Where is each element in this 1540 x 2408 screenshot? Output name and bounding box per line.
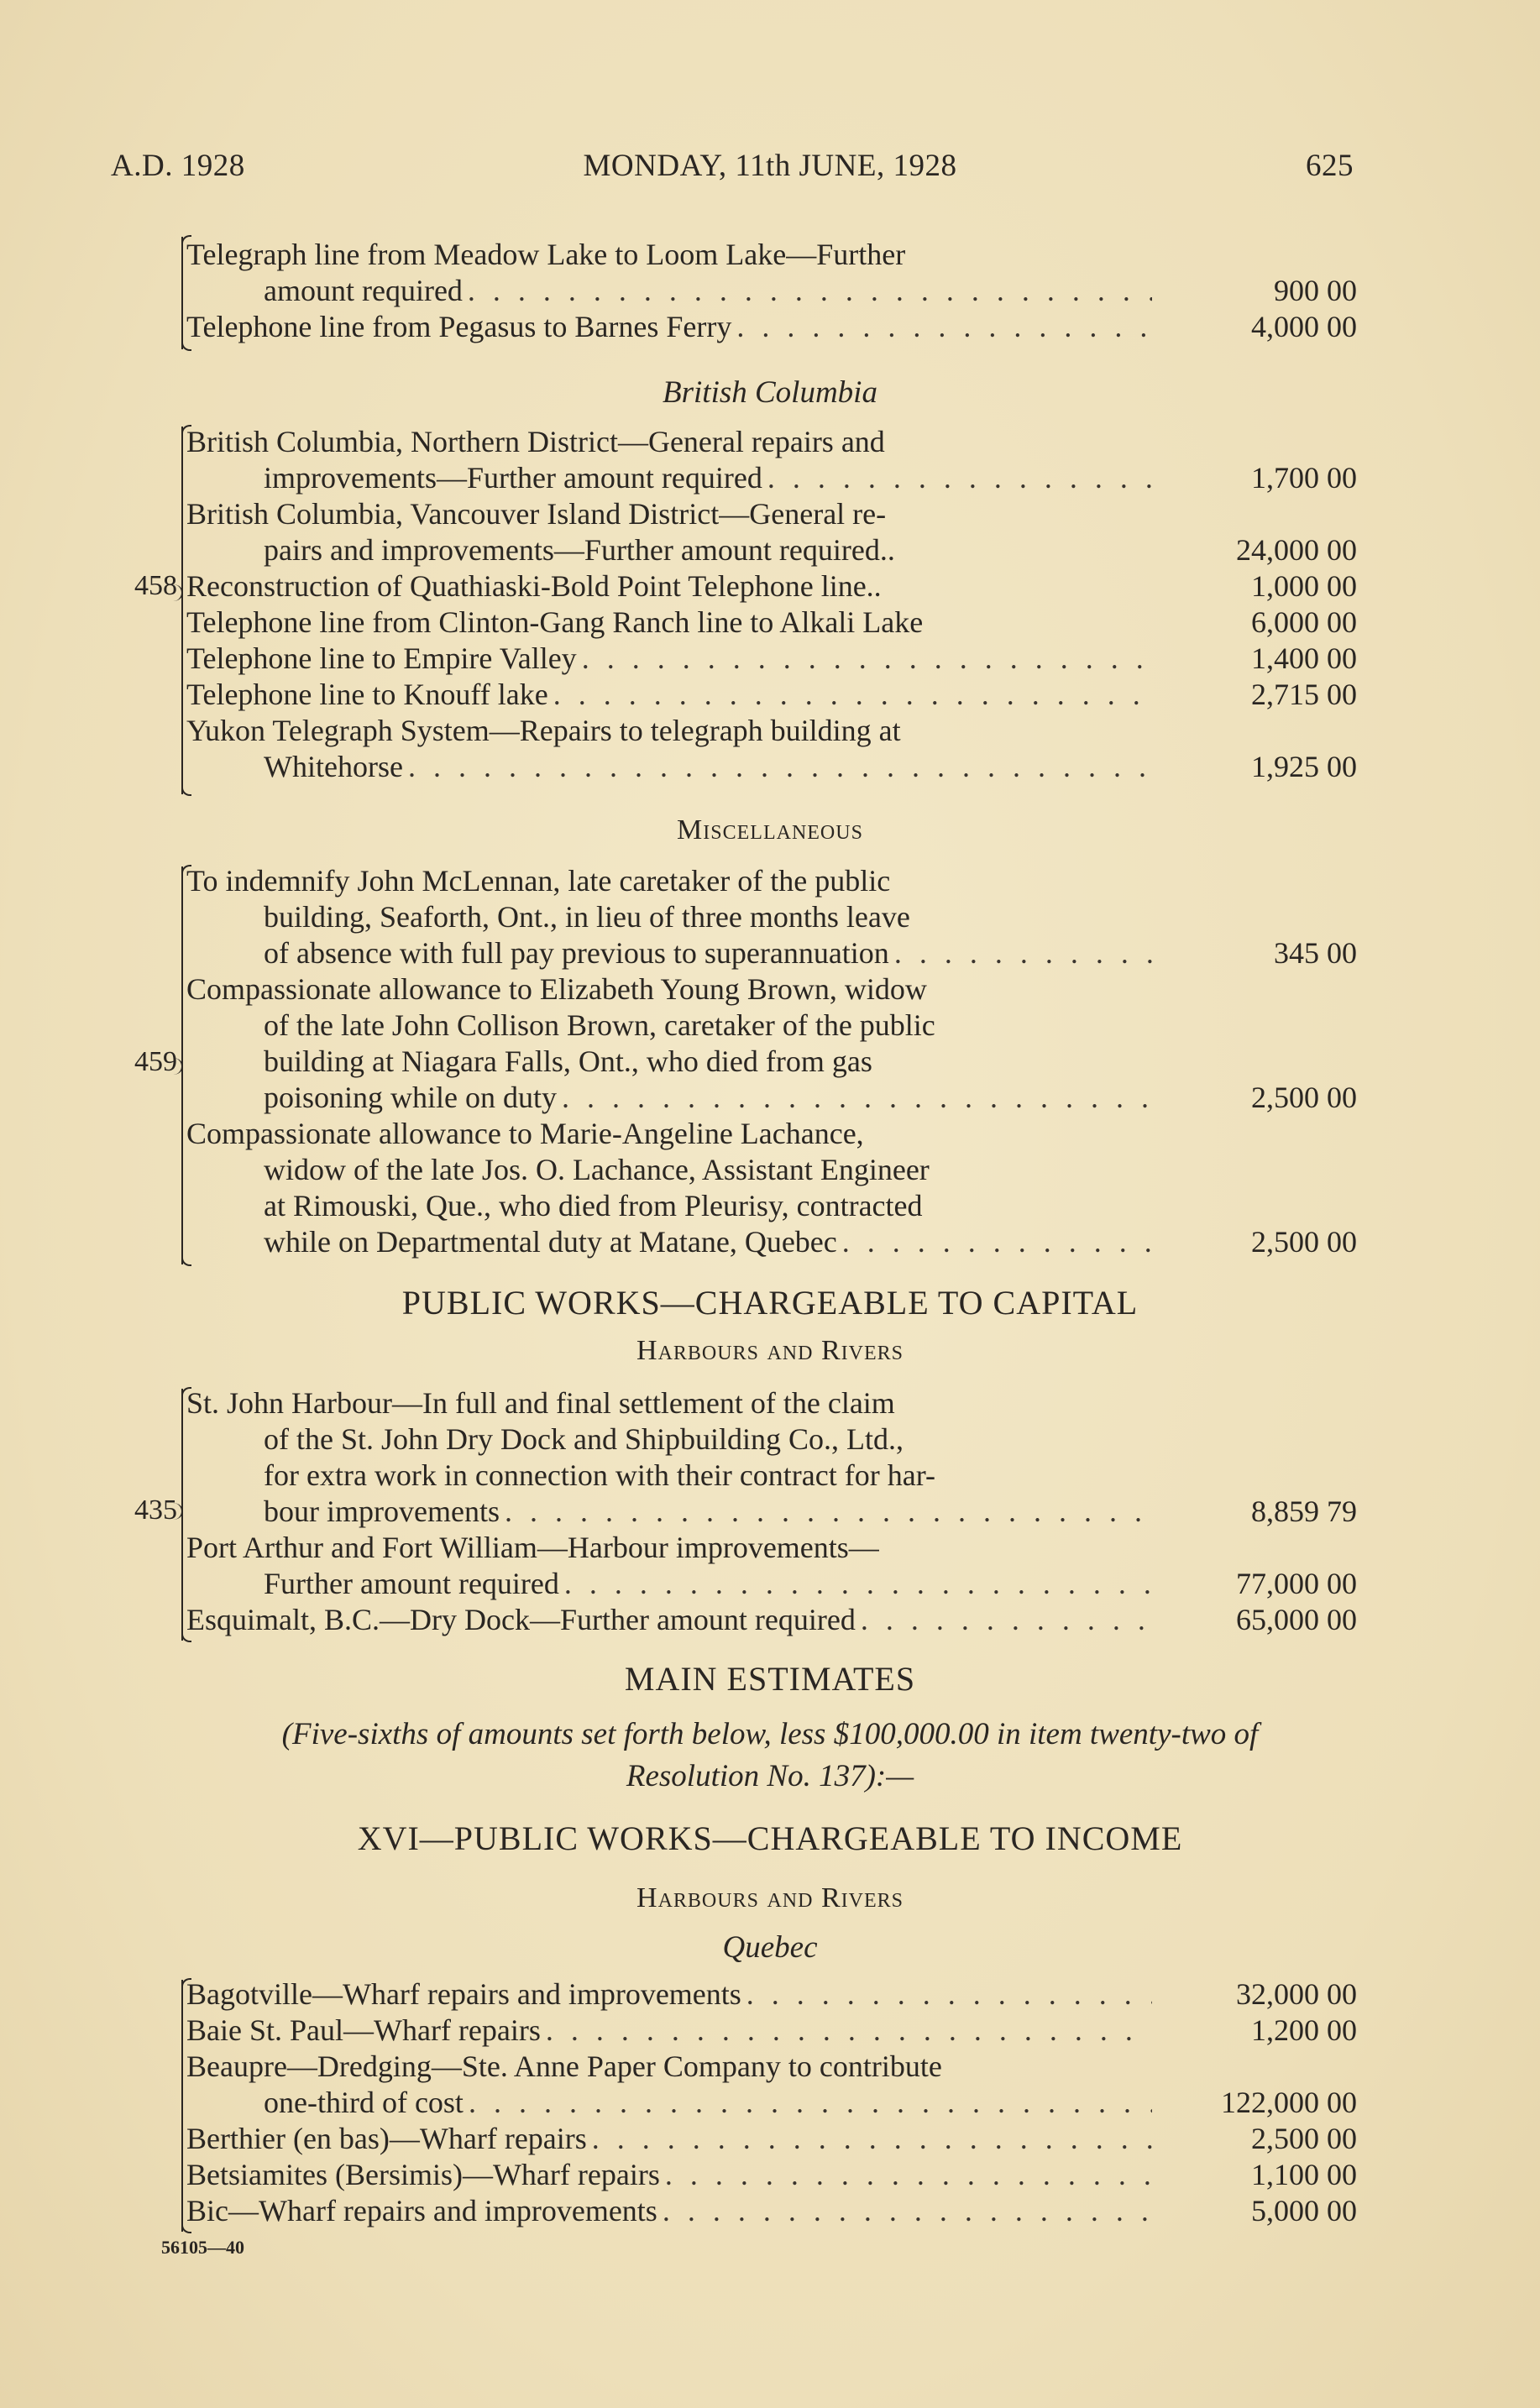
brace-top-group [181, 237, 183, 349]
list-item: Telephone line from Pegasus to Barnes Ferry . . . [186, 309, 1152, 345]
amount: 1,100 00 [1251, 2158, 1357, 2191]
header-year: A.D. 1928 [111, 149, 245, 183]
amount: 1,000 00 [1251, 569, 1357, 603]
amount: 8,859 79 [1251, 1495, 1357, 1528]
list-item: Reconstruction of Quathiaski-Bold Point Telephone line.. [186, 569, 882, 603]
amount: 77,000 00 [1236, 1567, 1357, 1600]
item-number: 459 [134, 1046, 177, 1077]
list-item: British Columbia, Vancouver Island District—General re- pairs and improvements—Further amount required.. [186, 497, 895, 567]
section-heading: Miscellaneous [677, 814, 863, 845]
list-item: Compassionate allowance to Marie-Angeline Lachance, widow of the late Jos. O. Lachance, Assistant Engineer at Rimouski, Que., who died from Pleurisy, contracted while on Departmental duty at Matane, Quebec . . . [186, 1116, 1152, 1260]
section-heading: British Columbia [663, 375, 877, 410]
brace-458 [181, 427, 183, 794]
list-item: Yukon Telegraph System—Repairs to telegraph building at Whitehorse . . . [186, 713, 1152, 785]
amount: 1,400 00 [1251, 641, 1357, 675]
main-estimates-note: Resolution No. 137):— [626, 1759, 914, 1793]
list-item: Bic—Wharf repairs and improvements . . . [186, 2193, 1152, 2229]
section-heading: Harbours and Rivers [636, 1335, 904, 1366]
list-item: Telephone line to Empire Valley . . . [186, 641, 1152, 677]
section-heading: Harbours and Rivers [636, 1882, 904, 1913]
amount: 4,000 00 [1251, 310, 1357, 343]
amount: 2,500 00 [1251, 2122, 1357, 2155]
amount: 1,200 00 [1251, 2013, 1357, 2047]
list-item: To indemnify John McLennan, late caretaker of the public building, Seaforth, Ont., in lieu of three months leave of absence with full pay previous to superannuation . . . [186, 863, 1152, 971]
header-page-number: 625 [1306, 149, 1354, 183]
section-title: MAIN ESTIMATES [624, 1660, 916, 1698]
item-number: 458 [134, 570, 177, 601]
item-number: 435 [134, 1495, 177, 1526]
list-item: Baie St. Paul—Wharf repairs . . . [186, 2013, 1152, 2049]
list-item: Port Arthur and Fort William—Harbour improvements— Further amount required . . . [186, 1530, 1152, 1602]
amount: 345 00 [1274, 936, 1357, 970]
list-item: British Columbia, Northern District—General repairs and improvements—Further amount required . . . [186, 424, 1152, 496]
section-title: XVI—PUBLIC WORKS—CHARGEABLE TO INCOME [357, 1819, 1183, 1857]
list-item: Bagotville—Wharf repairs and improvements . . . [186, 1976, 1152, 2013]
amount: 2,715 00 [1251, 678, 1357, 711]
amount: 24,000 00 [1236, 533, 1357, 567]
list-item: Berthier (en bas)—Wharf repairs . . . [186, 2121, 1152, 2157]
list-item: St. John Harbour—In full and final settlement of the claim of the St. John Dry Dock and Shipbuilding Co., Ltd., for extra work in connection with their contract for har- bour improvements . . . [186, 1385, 1152, 1530]
list-item: Telephone line to Knouff lake . . . [186, 677, 1152, 713]
amount: 122,000 00 [1221, 2086, 1357, 2119]
amount: 900 00 [1274, 274, 1357, 307]
list-item: Telephone line from Clinton-Gang Ranch line to Alkali Lake [186, 605, 924, 639]
section-title: PUBLIC WORKS—CHARGEABLE TO CAPITAL [401, 1284, 1139, 1322]
main-estimates-note: (Five-sixths of amounts set forth below, less $100,000.00 in item twenty-two of [281, 1717, 1259, 1751]
section-heading: Quebec [722, 1930, 818, 1965]
list-item: Beaupre—Dredging—Ste. Anne Paper Company to contribute one-third of cost . . . [186, 2049, 1152, 2121]
list-item: Betsiamites (Bersimis)—Wharf repairs . . . [186, 2157, 1152, 2193]
amount: 65,000 00 [1236, 1603, 1357, 1636]
amount: 1,700 00 [1251, 461, 1357, 495]
amount: 5,000 00 [1251, 2194, 1357, 2227]
list-item: Compassionate allowance to Elizabeth Young Brown, widow of the late John Collison Brown, caretaker of the public building at Niagara Falls, Ont., who died from gas poisoning while on duty . . . [186, 971, 1152, 1116]
amount: 2,500 00 [1251, 1081, 1357, 1114]
header-date: MONDAY, 11th JUNE, 1928 [583, 149, 957, 183]
amount: 6,000 00 [1251, 605, 1357, 639]
amount: 2,500 00 [1251, 1225, 1357, 1259]
list-item: Esquimalt, B.C.—Dry Dock—Further amount required . . . [186, 1602, 1152, 1638]
printer-code: 56105—40 [161, 2237, 244, 2258]
brace-quebec [181, 1980, 183, 2232]
amount: 1,925 00 [1251, 750, 1357, 783]
list-item: Telegraph line from Meadow Lake to Loom Lake—Further amount required . . . [186, 237, 1152, 309]
amount: 32,000 00 [1236, 1977, 1357, 2011]
brace-459 [181, 866, 183, 1264]
brace-435 [181, 1389, 183, 1641]
